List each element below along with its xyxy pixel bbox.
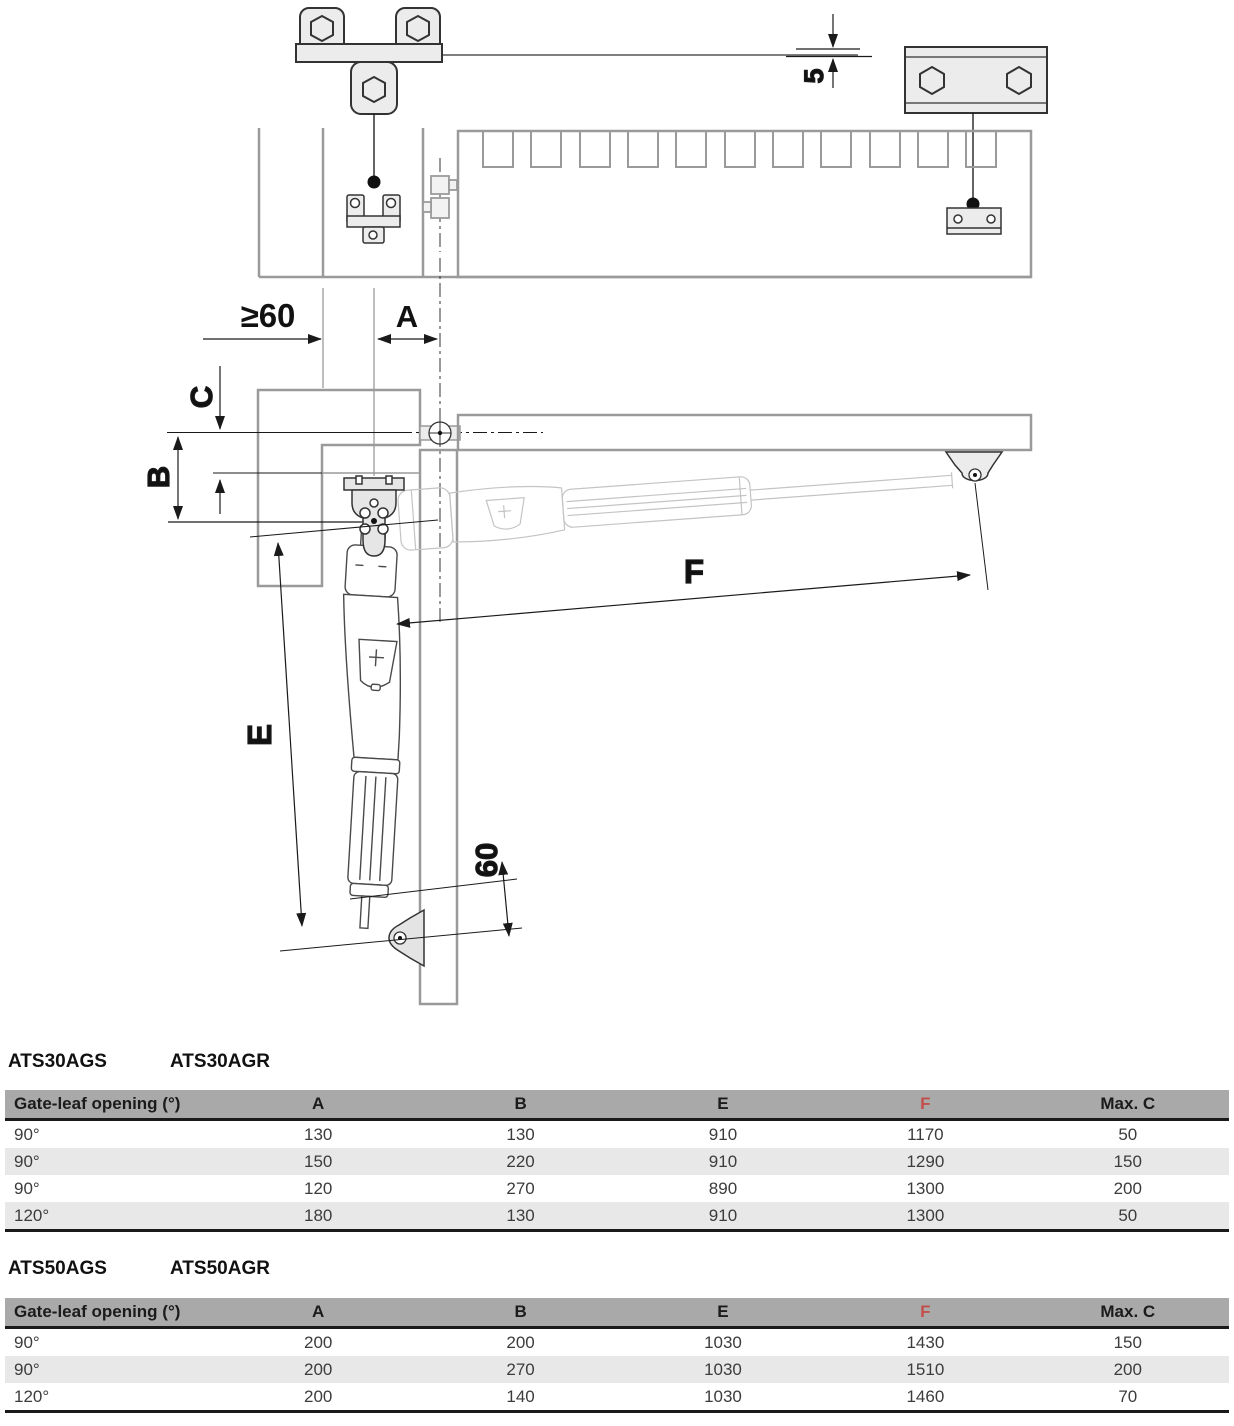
dim-label-5: 5 [799,68,829,84]
col-header: Max. C [1027,1090,1229,1120]
leader-lines [368,113,980,211]
gate-post-elevation [259,128,1031,277]
table-cell: 150 [217,1148,419,1175]
table-row [5,1120,1229,1149]
table-cell: 70 [1118,1386,1138,1406]
table-cell: 150 [1027,1148,1229,1175]
table-cell: 200 [1113,1178,1142,1198]
dim-label-c: C [184,385,219,409]
gate-hinge-elevation [423,158,457,252]
table-row [5,1328,1229,1357]
table-cell: 1030 [704,1386,742,1406]
dimensions-table-ats30 [5,1090,1229,1232]
front-wall-plate [905,47,1047,113]
dim-label-min60: ≥60 [240,297,296,334]
table-cell: 890 [708,1178,738,1198]
table-cell: 270 [506,1178,535,1198]
model-name: ATS50AGR [170,1258,270,1279]
actuator-closed [324,523,414,929]
table-cell: 1290 [824,1148,1026,1175]
col-header: B [419,1298,621,1328]
rear-bracket-plan [344,476,404,556]
dim-label-e: E [241,723,278,747]
table-cell: 1030 [622,1356,824,1383]
actuator-open-ghost [397,450,954,550]
table-row [5,1175,1229,1202]
table-cell: 90° [5,1148,217,1175]
model-name: ATS30AGS [8,1051,107,1072]
table-cell: 910 [622,1148,824,1175]
table-cell: 120° [5,1202,217,1231]
table-cell: 1300 [906,1178,945,1198]
table-cell: 120 [304,1178,333,1198]
model-titles-ats50 [0,1258,1234,1282]
gate-leaf-plan-closed [420,450,457,1004]
rear-bracket-elevation [347,195,400,243]
model-titles-ats30 [0,1051,1234,1075]
gate-leaf-plan-open [458,415,1031,450]
col-header: B [419,1090,621,1120]
dimension-5 [786,14,872,88]
hinge-axis-symbol [420,422,460,444]
table-cell: 910 [708,1124,738,1144]
table-cell: 1430 [906,1332,945,1352]
col-header-f: F [824,1090,1026,1120]
front-plate-elevation [947,208,1001,234]
table-cell: 1300 [824,1202,1026,1231]
table-cell: 130 [304,1124,333,1144]
table-row [5,1356,1229,1383]
model-name: ATS30AGR [170,1051,270,1072]
front-bracket-plan [946,452,1002,481]
table-cell: 180 [217,1202,419,1231]
col-header: E [622,1298,824,1328]
gate-leaf-elevation [458,131,1031,277]
dim-label-a: A [395,299,419,334]
table-cell: 90° [5,1356,217,1383]
table-cell: 130 [506,1124,535,1144]
table-cell: 1510 [824,1356,1026,1383]
table-cell: 150 [1113,1332,1142,1352]
table-header-row [5,1298,1229,1328]
dim-label-f: F [683,553,705,590]
dimension-c [184,366,220,514]
table-row [5,1148,1229,1175]
table-cell: 1030 [704,1332,742,1352]
col-header: A [217,1298,419,1328]
table-row [5,1383,1229,1412]
table-cell: 200 [304,1332,333,1352]
col-header: A [217,1090,419,1120]
table-cell: 120° [14,1386,50,1406]
dim-label-b: B [141,465,176,489]
rear-wall-bracket [296,8,442,114]
table-cell: 140 [506,1386,535,1406]
table-cell: 200 [1027,1356,1229,1383]
col-header: Max. C [1027,1298,1229,1328]
table-cell: 90° [14,1332,40,1352]
col-header-f: F [824,1298,1026,1328]
table-cell: 220 [419,1148,621,1175]
col-header: Gate-leaf opening (°) [5,1298,217,1328]
plan-view [141,366,1031,1004]
table-cell: 1170 [907,1124,944,1144]
table-cell: 1460 [906,1386,945,1406]
table-cell: 90° [14,1178,40,1198]
table-cell: 50 [1118,1124,1138,1144]
col-header: Gate-leaf opening (°) [5,1090,217,1120]
table-cell: 200 [304,1386,333,1406]
table-row [5,1202,1229,1231]
table-cell: 50 [1027,1202,1229,1231]
table-cell: 200 [217,1356,419,1383]
dimension-f [397,483,988,624]
col-header: E [622,1090,824,1120]
table-cell: 200 [506,1332,535,1352]
table-cell: 910 [622,1202,824,1231]
table-cell: 270 [419,1356,621,1383]
elevation-view [259,8,1047,277]
model-name: ATS50AGS [8,1258,107,1279]
table-cell: 90° [14,1124,40,1144]
table-header-row [5,1090,1229,1120]
dim-label-60: 60 [469,842,504,878]
dimensions-table-ats50 [5,1298,1229,1413]
table-cell: 130 [419,1202,621,1231]
